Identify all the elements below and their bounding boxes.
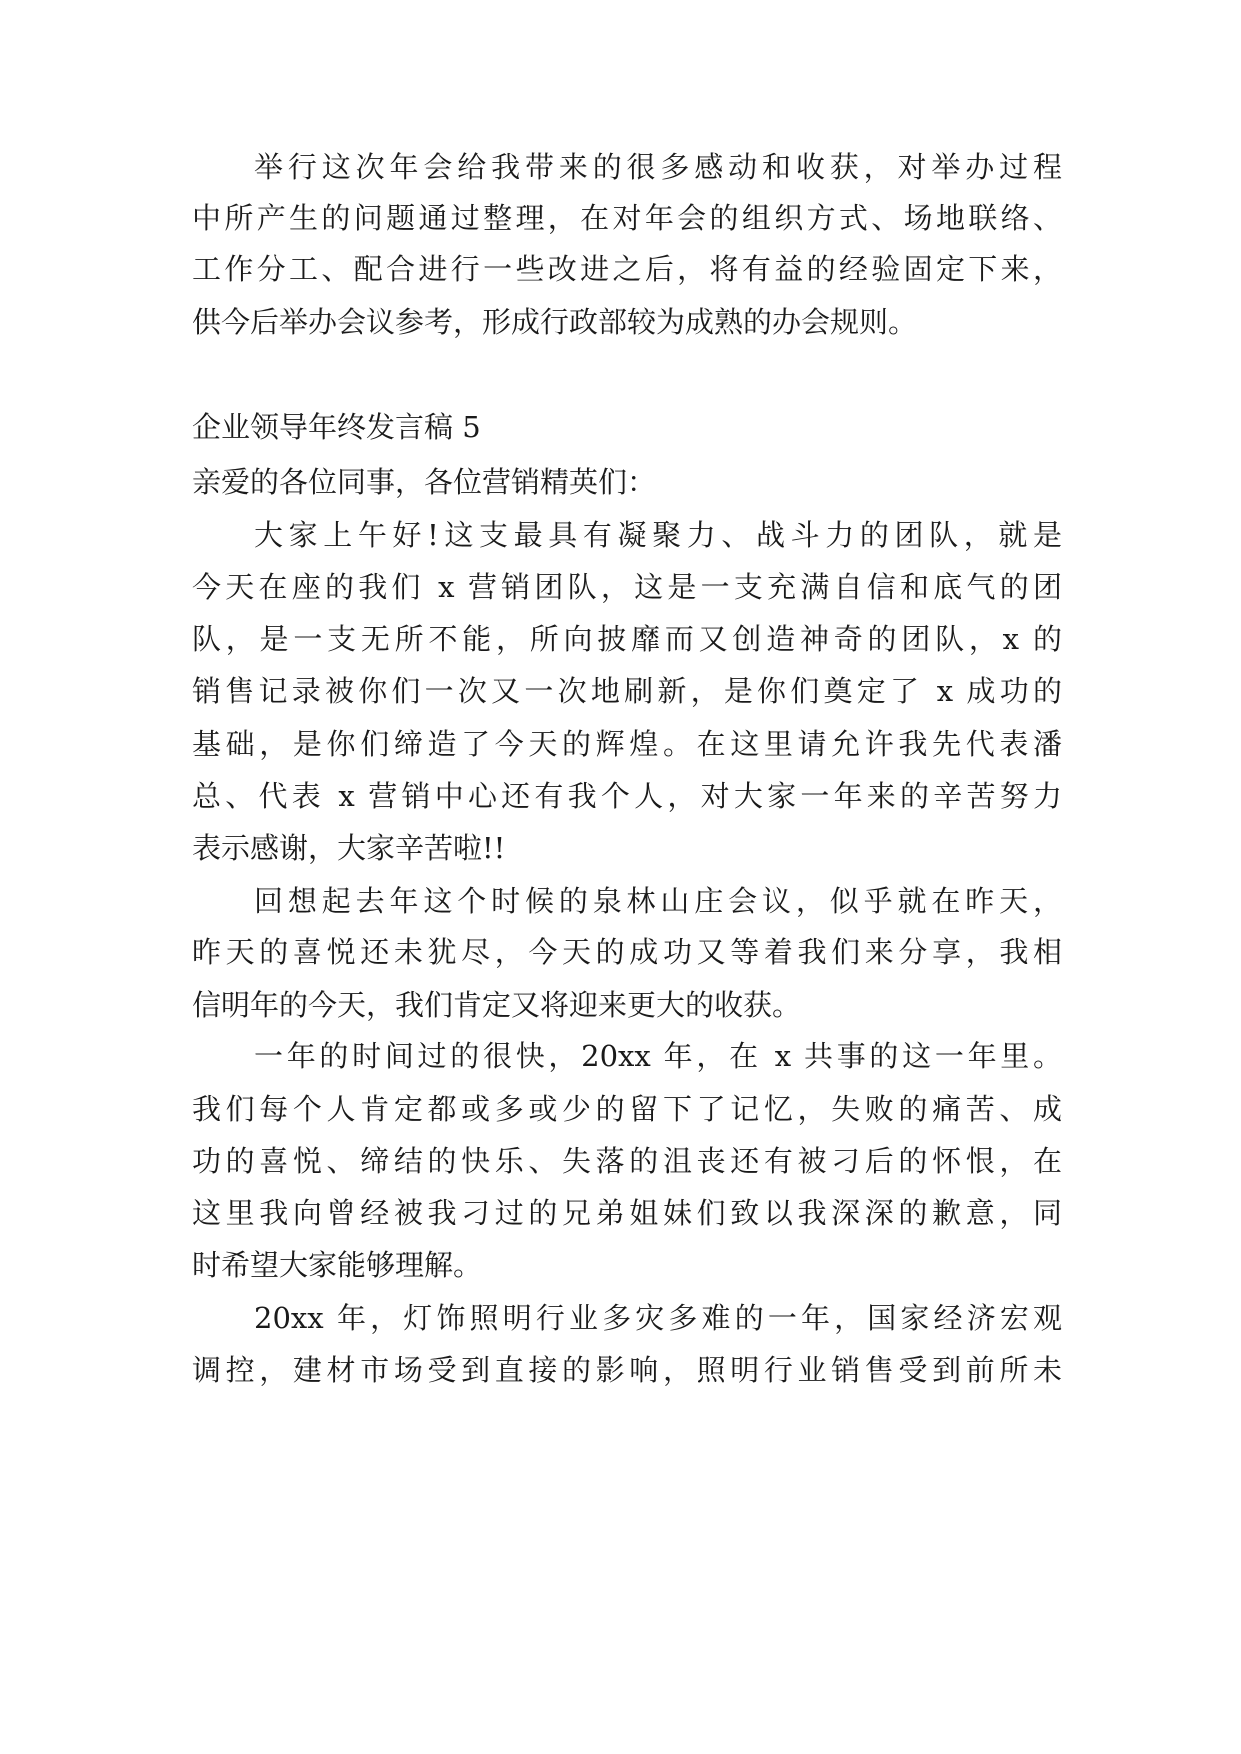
text-line: 今天在座的我们 x 营销团队，这是一支充满自信和底气的团 [192,570,1062,604]
text-line: 我们每个人肯定都或多或少的留下了记忆，失败的痛苦、成 [192,1092,1062,1126]
text-line: 回想起去年这个时候的泉林山庄会议，似乎就在昨天， [254,884,1062,918]
text-line: 20xx 年，灯饰照明行业多灾多难的一年，国家经济宏观 [254,1301,1062,1335]
text-line: 队，是一支无所不能，所向披靡而又创造神奇的团队，x 的 [192,622,1062,656]
text-line: 基础，是你们缔造了今天的辉煌。在这里请允许我先代表潘 [192,727,1062,761]
text-line: 中所产生的问题通过整理，在对年会的组织方式、场地联络、 [192,201,1062,235]
text-line: 调控，建材市场受到直接的影响，照明行业销售受到前所未 [192,1353,1062,1387]
text-line: 供今后举办会议参考，形成行政部较为成熟的办会规则。 [192,305,918,339]
text-line: 一年的时间过的很快，20xx 年，在 x 共事的这一年里。 [254,1039,1062,1073]
text-line: 表示感谢，大家辛苦啦!! [192,831,506,865]
section-heading: 企业领导年终发言稿 5 [192,410,481,444]
text-line: 工作分工、配合进行一些改进之后，将有益的经验固定下来， [192,252,1062,286]
text-line: 销售记录被你们一次又一次地刷新，是你们奠定了 x 成功的 [192,674,1062,708]
text-line: 举行这次年会给我带来的很多感动和收获，对举办过程 [254,150,1062,184]
text-line: 大家上午好!这支最具有凝聚力、战斗力的团队，就是 [254,518,1062,552]
text-line: 信明年的今天，我们肯定又将迎来更大的收获。 [192,988,802,1022]
text-line: 昨天的喜悦还未犹尽，今天的成功又等着我们来分享，我相 [192,935,1062,969]
salutation: 亲爱的各位同事，各位营销精英们： [192,465,657,499]
text-line: 这里我向曾经被我刁过的兄弟姐妹们致以我深深的歉意，同 [192,1196,1062,1230]
text-line: 功的喜悦、缔结的快乐、失落的沮丧还有被刁后的怀恨，在 [192,1144,1062,1178]
text-line: 总、代表 x 营销中心还有我个人，对大家一年来的辛苦努力 [192,779,1062,813]
text-line: 时希望大家能够理解。 [192,1248,483,1282]
